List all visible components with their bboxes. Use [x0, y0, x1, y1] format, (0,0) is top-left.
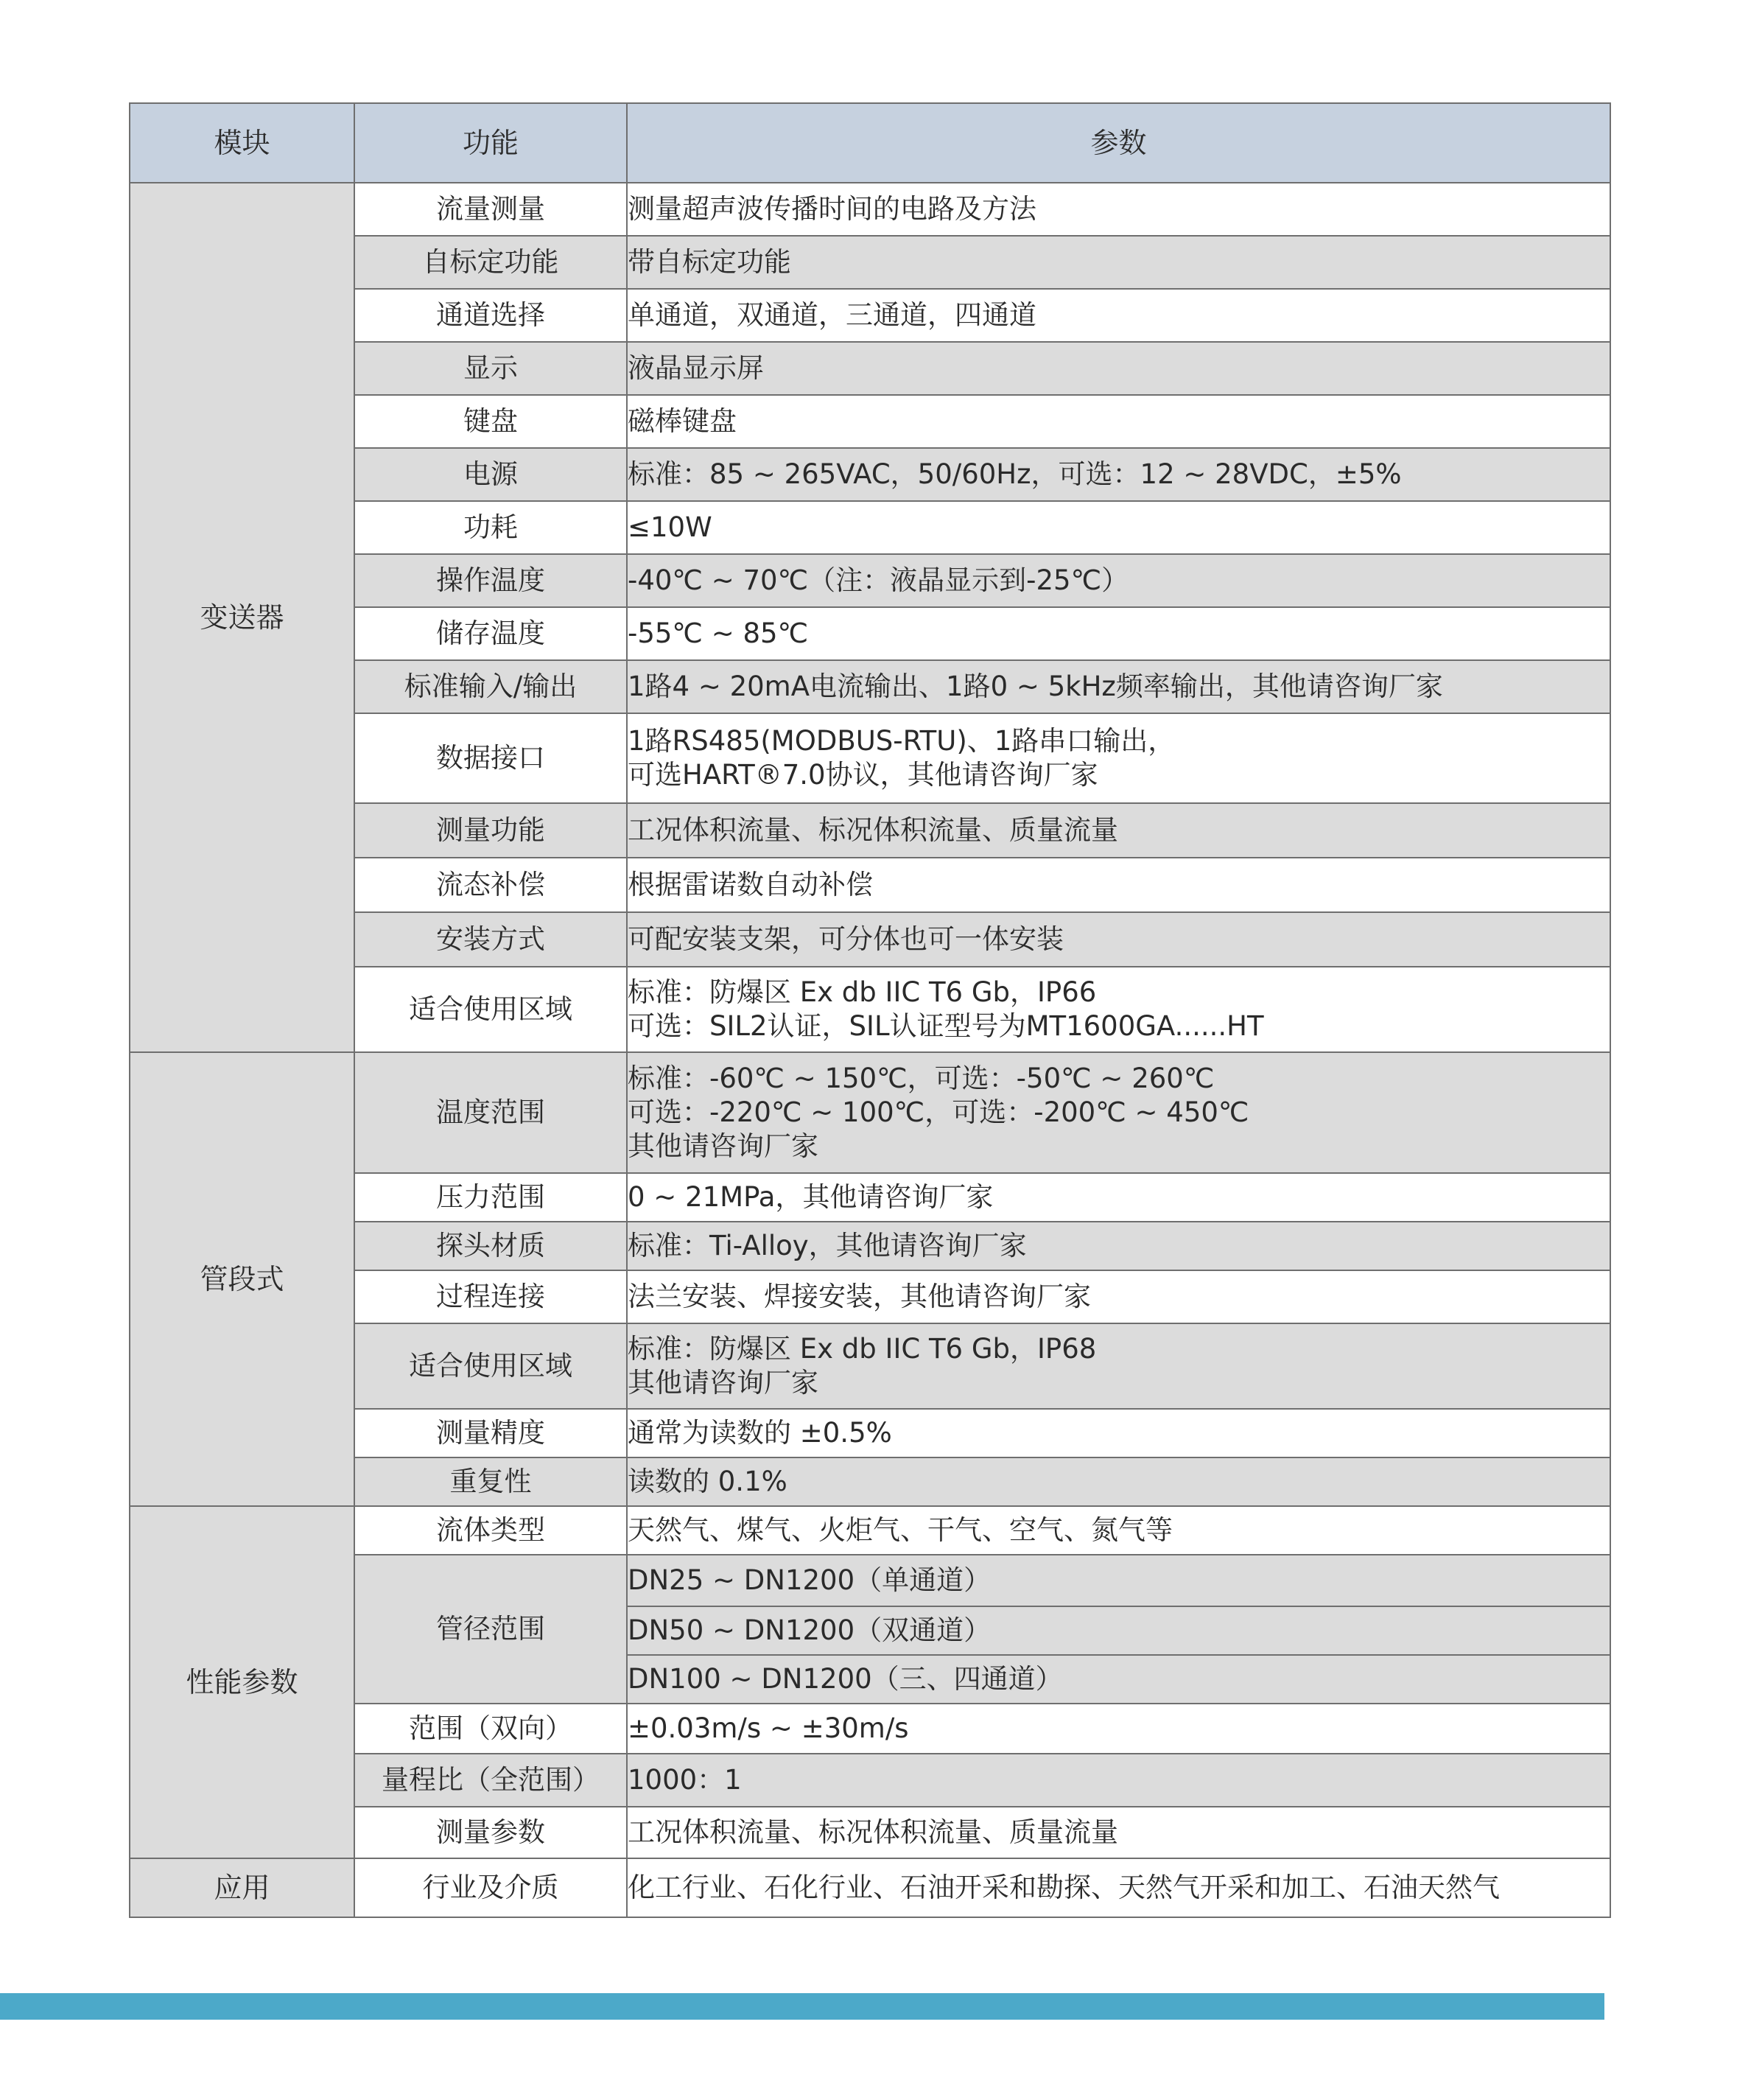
- bottom-accent-bar: [0, 1993, 1604, 2020]
- function-cell: 显示: [354, 342, 627, 395]
- function-cell: 过程连接: [354, 1270, 627, 1323]
- function-cell: 温度范围: [354, 1052, 627, 1173]
- parameter-cell: 0 ~ 21MPa，其他请咨询厂家: [627, 1173, 1610, 1222]
- function-cell: 测量精度: [354, 1409, 627, 1457]
- function-cell: 安装方式: [354, 912, 627, 967]
- parameter-cell: 标准：-60℃ ~ 150℃，可选：-50℃ ~ 260℃ 可选：-220℃ ~ 100℃，可选：-200℃ ~ 450℃ 其他请咨询厂家: [627, 1052, 1610, 1173]
- header-parameter: 参数: [627, 103, 1610, 183]
- module-performance: 性能参数: [130, 1506, 354, 1858]
- parameter-cell: ≤10W: [627, 501, 1610, 554]
- header-function: 功能: [354, 103, 627, 183]
- function-cell: 流量测量: [354, 183, 627, 236]
- parameter-cell: 1000：1: [627, 1754, 1610, 1807]
- parameter-cell: 标准：Ti-Alloy，其他请咨询厂家: [627, 1222, 1610, 1270]
- parameter-cell: 测量超声波传播时间的电路及方法: [627, 183, 1610, 236]
- parameter-cell: 根据雷诺数自动补偿: [627, 858, 1610, 912]
- function-cell: 键盘: [354, 395, 627, 448]
- header-row: [130, 103, 1610, 183]
- function-cell: 自标定功能: [354, 236, 627, 289]
- table-row: [130, 1052, 1610, 1173]
- parameter-cell: 可配安装支架，可分体也可一体安装: [627, 912, 1610, 967]
- function-cell: 数据接口: [354, 713, 627, 803]
- function-cell: 重复性: [354, 1457, 627, 1506]
- module-spool: 管段式: [130, 1052, 354, 1506]
- parameter-cell: DN100 ~ DN1200（三、四通道）: [627, 1655, 1610, 1704]
- parameter-cell: 通常为读数的 ±0.5%: [627, 1409, 1610, 1457]
- parameter-cell: 天然气、煤气、火炬气、干气、空气、氮气等: [627, 1506, 1610, 1555]
- module-application: 应用: [130, 1858, 354, 1917]
- function-cell: 管径范围: [354, 1555, 627, 1704]
- parameter-cell: 1路4 ~ 20mA电流输出、1路0 ~ 5kHz频率输出，其他请咨询厂家: [627, 660, 1610, 713]
- parameter-cell: -55℃ ~ 85℃: [627, 607, 1610, 660]
- parameter-cell: 带自标定功能: [627, 236, 1610, 289]
- module-transmitter: 变送器: [130, 183, 354, 1052]
- function-cell: 流态补偿: [354, 858, 627, 912]
- table-row: [130, 183, 1610, 236]
- parameter-cell: 法兰安装、焊接安装，其他请咨询厂家: [627, 1270, 1610, 1323]
- table-row: [130, 1506, 1610, 1555]
- function-cell: 测量参数: [354, 1807, 627, 1858]
- table-row: [130, 1858, 1610, 1917]
- function-cell: 通道选择: [354, 289, 627, 342]
- function-cell: 储存温度: [354, 607, 627, 660]
- parameter-cell: 化工行业、石化行业、石油开采和勘探、天然气开采和加工、石油天然气: [627, 1858, 1610, 1917]
- function-cell: 测量功能: [354, 803, 627, 858]
- function-cell: 功耗: [354, 501, 627, 554]
- parameter-cell: DN25 ~ DN1200（单通道）: [627, 1555, 1610, 1606]
- parameter-cell: 工况体积流量、标况体积流量、质量流量: [627, 803, 1610, 858]
- function-cell: 探头材质: [354, 1222, 627, 1270]
- parameter-cell: DN50 ~ DN1200（双通道）: [627, 1606, 1610, 1655]
- function-cell: 适合使用区域: [354, 1323, 627, 1409]
- parameter-cell: 磁棒键盘: [627, 395, 1610, 448]
- function-cell: 流体类型: [354, 1506, 627, 1555]
- function-cell: 行业及介质: [354, 1858, 627, 1917]
- function-cell: 范围（双向）: [354, 1704, 627, 1754]
- function-cell: 适合使用区域: [354, 967, 627, 1052]
- parameter-cell: 读数的 0.1%: [627, 1457, 1610, 1506]
- parameter-cell: 标准：防爆区 Ex db IIC T6 Gb，IP68 其他请咨询厂家: [627, 1323, 1610, 1409]
- function-cell: 量程比（全范围）: [354, 1754, 627, 1807]
- parameter-cell: 标准：防爆区 Ex db IIC T6 Gb，IP66 可选：SIL2认证，SIL认证型号为MT1600GA......HT: [627, 967, 1610, 1052]
- parameter-cell: 工况体积流量、标况体积流量、质量流量: [627, 1807, 1610, 1858]
- parameter-cell: 标准：85 ~ 265VAC，50/60Hz，可选：12 ~ 28VDC，±5%: [627, 448, 1610, 501]
- header-module: 模块: [130, 103, 354, 183]
- function-cell: 电源: [354, 448, 627, 501]
- parameter-cell: 1路RS485(MODBUS-RTU)、1路串口输出， 可选HART®7.0协议，其他请咨询厂家: [627, 713, 1610, 803]
- parameter-cell: 液晶显示屏: [627, 342, 1610, 395]
- parameter-cell: ±0.03m/s ~ ±30m/s: [627, 1704, 1610, 1754]
- function-cell: 压力范围: [354, 1173, 627, 1222]
- function-cell: 操作温度: [354, 554, 627, 607]
- spec-table: [129, 102, 1611, 1918]
- function-cell: 标准输入/输出: [354, 660, 627, 713]
- parameter-cell: -40℃ ~ 70℃（注：液晶显示到-25℃）: [627, 554, 1610, 607]
- parameter-cell: 单通道，双通道，三通道，四通道: [627, 289, 1610, 342]
